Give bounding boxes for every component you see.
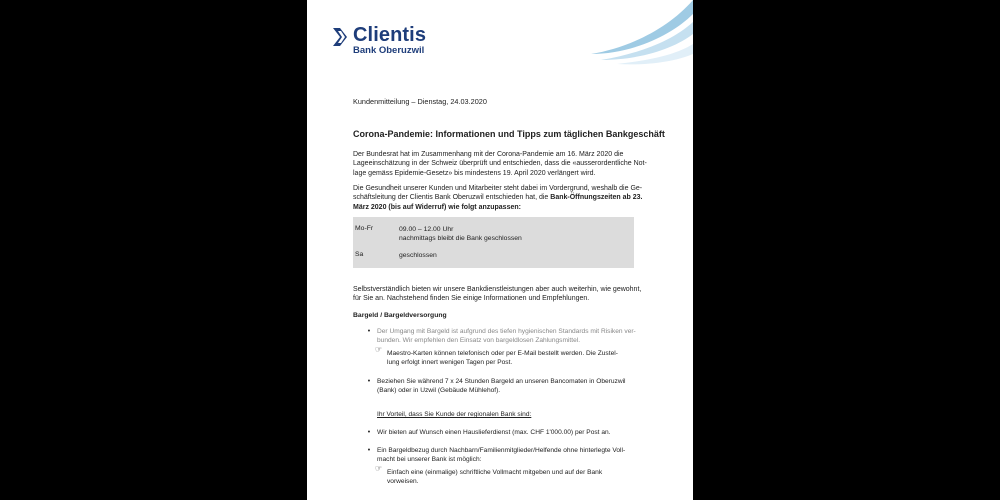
bullet-icon: • [367,429,371,436]
bullet-text: Wir bieten auf Wunsch einen Hauslieferdienst (max. CHF 1'000.00) per Post an. [377,429,611,436]
bullet-text [377,378,626,395]
weekday-time: 09.00 – 12.00 Uhr [399,226,454,233]
bullet-line: Der Umgang mit Bargeld ist aufgrund des tiefen hygienischen Standards mit Risiken ver- [377,328,636,335]
para2-bold: März 2020 (bis auf Widerruf) wie folgt anzupassen: [353,203,521,211]
pointing-hand-icon: ☞ [375,464,383,473]
para3-line: für Sie an. Nachstehend finden Sie einige Informationen und Empfehlungen. [353,295,590,303]
bullet-line: Beziehen Sie während 7 x 24 Stunden Bargeld an unseren Bancomaten in Oberuzwil [377,378,626,385]
opening-hours-box [353,217,634,268]
hint-text [387,469,602,486]
date-line: Kundenmitteilung – Dienstag, 24.03.2020 [353,97,487,106]
hint-line: lung erfolgt innert wenigen Tagen per Post. [387,358,513,366]
bullet-line: bunden. Wir empfehlen den Einsatz von bargeldlosen Zahlungsmittel. [377,336,581,344]
bullet-text [377,328,636,345]
weekday-label: Mo-Fr [355,225,374,232]
bullet-line: Ein Bargeldbezug durch Nachbarn/Familienmitglieder/Helfende ohne hinterlegte Voll- [377,447,626,454]
brand-subtitle: Bank Oberuzwil [353,45,425,56]
hint-text [387,350,618,367]
saturday-label: Sa [355,251,364,258]
bullet-icon: • [367,328,371,335]
bullet-icon: • [367,447,371,454]
hint-line: Einfach eine (einmalige) schriftliche Vollmacht mitgeben und auf der Bank [387,469,603,476]
section-heading: Bargeld / Bargeldversorgung [353,312,447,319]
hint-line: Maestro-Karten können telefonisch oder per E-Mail bestellt werden. Die Zustel- [387,350,618,357]
weekday-note: nachmittags bleibt die Bank geschlossen [399,235,522,242]
bullet-text [377,447,625,464]
para2-line: schäftsleitung der Clientis Bank Oberuzwil entschieden hat, die [353,194,551,202]
bullet-line: (Bank) oder in Uzwil (Gebäude Mühlehof). [377,386,501,394]
intro-paragraph [353,150,647,178]
hint-line: vorweisen. [387,477,419,485]
advantage-heading: Ihr Vorteil, dass Sie Kunde der regionalen Bank sind: [377,411,532,418]
page-title: Corona-Pandemie: Informationen und Tipps zum täglichen Bankgeschäft [353,129,665,139]
logo-chevron-icon [333,28,349,46]
intro-line: lage gemäss Epidemie-Gesetz» bis mindestens 19. April 2020 verlängert wird. [353,169,596,177]
saturday-value: geschlossen [399,252,437,259]
para2-line: Die Gesundheit unserer Kunden und Mitarbeiter steht dabei im Vordergrund, weshalb die Ge- [353,185,643,192]
brand-name: Clientis [353,24,427,46]
bullet-line: macht bei unserer Bank ist möglich: [377,455,482,463]
para3-line: Selbstverständlich bieten wir unsere Bankdienstleistungen aber auch weiterhin, wie gewohnt, [353,286,642,293]
decorative-swoosh [587,0,693,70]
services-paragraph [353,285,643,304]
bullet-icon: • [367,378,371,385]
intro-line: Lageeinschätzung in der Schweiz überprüft und entschieden, dass die «ausserordentliche Not- [353,160,647,168]
para2-bold: Bank-Öffnungszeiten ab 23. [550,194,643,202]
pointing-hand-icon: ☞ [375,345,383,354]
intro-line: Der Bundesrat hat im Zusammenhang mit der Corona-Pandemie am 16. März 2020 die [353,151,624,158]
document-page [307,0,693,500]
hours-announcement-paragraph [353,184,643,212]
